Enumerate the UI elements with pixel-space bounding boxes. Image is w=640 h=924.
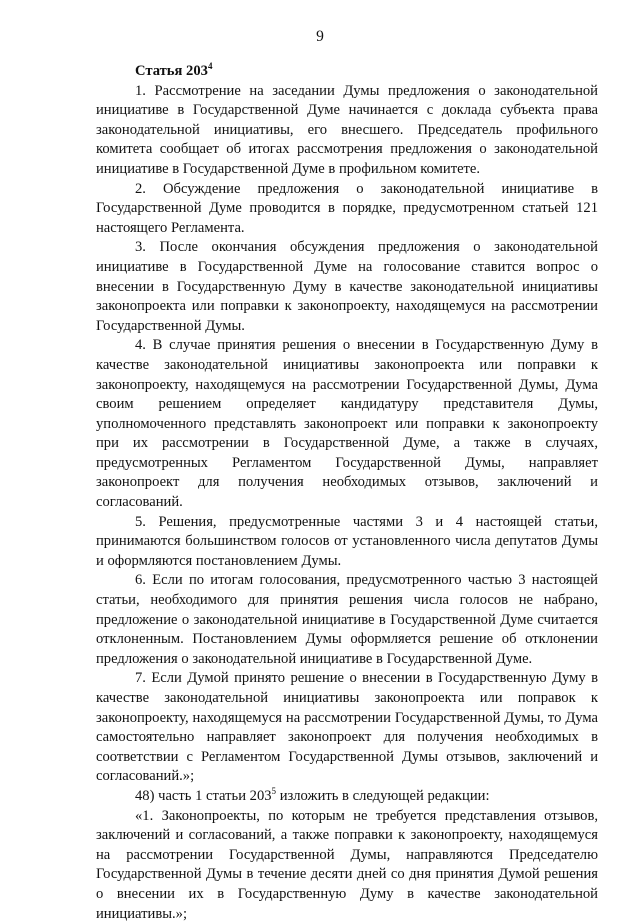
amendment-intro-text: 48) часть 1 статьи 203 (135, 787, 272, 804)
page-number: 9 (316, 28, 324, 45)
paragraph-4: 4. В случае принятия решения о внесении в Государственную Думу в качестве законодательной инициативы законопроекта или поправки к законопроекту, находящемуся на рассмотрении Государственной Думы, Дума своим решением определяет кандидатуру представителя Думы, уполномоченного представлять законопроект или поправки к законопроекту при их рассмотрении в Государственной Думе, а также в случаях, предусмотренных Регламентом Государственной Думы, направляет законопроект для получения необходимых отзывов, заключений и согласований. (96, 337, 598, 511)
paragraph-5: 5. Решения, предусмотренные частями 3 и 4 настоящей статьи, принимаются большинством голосов от установленного числа депутатов Думы и оформляются постановлением Думы. (96, 513, 598, 569)
article-title-text: Статья 203 (135, 63, 208, 79)
amendment-intro-tail: изложить в следующей редакции: (276, 787, 490, 804)
article-title-superscript: 4 (207, 61, 213, 71)
article-title (96, 62, 598, 82)
paragraph-6: 6. Если по итогам голосования, предусмотренного частью 3 настоящей статьи, необходимого для принятия решения числа голосов не набрано, предложение о законодательной инициативе в Государственной Думе считается отклоненным. Постановлением Думы оформляется решение об отклонении предложения о законодательной инициативе в Государственной Думе. (96, 572, 598, 667)
amendment-text: «1. Законопроекты, по которым не требуется представления отзывов, заключений и согласований, а также поправки к законопроекту, находящемуся на рассмотрении Государственной Думы, направляются Председателю Государственной Думы в течение десяти дней со дня принятия Думой решения о внесении их в Государственную Думу в качестве законодательной инициативы.»; (96, 807, 598, 922)
amendment-intro-superscript: 5 (271, 785, 277, 796)
amendment-intro (96, 787, 598, 807)
paragraph-3: 3. После окончания обсуждения предложения о законодательной инициативе в Государственной Думе на голосование ставится вопрос о внесении в Государственную Думу в качестве законодательной инициативы законопроекта или поправки к законопроекту, находящемуся на рассмотрении Государственной Думы. (96, 239, 598, 334)
document-body (96, 62, 598, 924)
paragraph-2: 2. Обсуждение предложения о законодательной инициативе в Государственной Думе проводится в порядке, предусмотренном статьей 121 настоящего Регламента. (96, 180, 598, 236)
paragraph-7: 7. Если Думой принято решение о внесении в Государственную Думу в качестве законодательной инициативы законопроекта или поправок к законопроекту, находящемуся на рассмотрении Государственной Думы, то Дума самостоятельно направляет законопроект для получения необходимых в соответствии с Регламентом Государственной Думы отзывов, заключений и согласований.»; (96, 670, 598, 785)
paragraph-1: 1. Рассмотрение на заседании Думы предложения о законодательной инициативе в Государственной Думе начинается с доклада субъекта права законодательной инициативы, его внесшего. Председатель профильного комитета сообщает об итогах рассмотрения предложения о законодательной инициативе в Государственной Думе в профильном комитете. (96, 82, 598, 177)
